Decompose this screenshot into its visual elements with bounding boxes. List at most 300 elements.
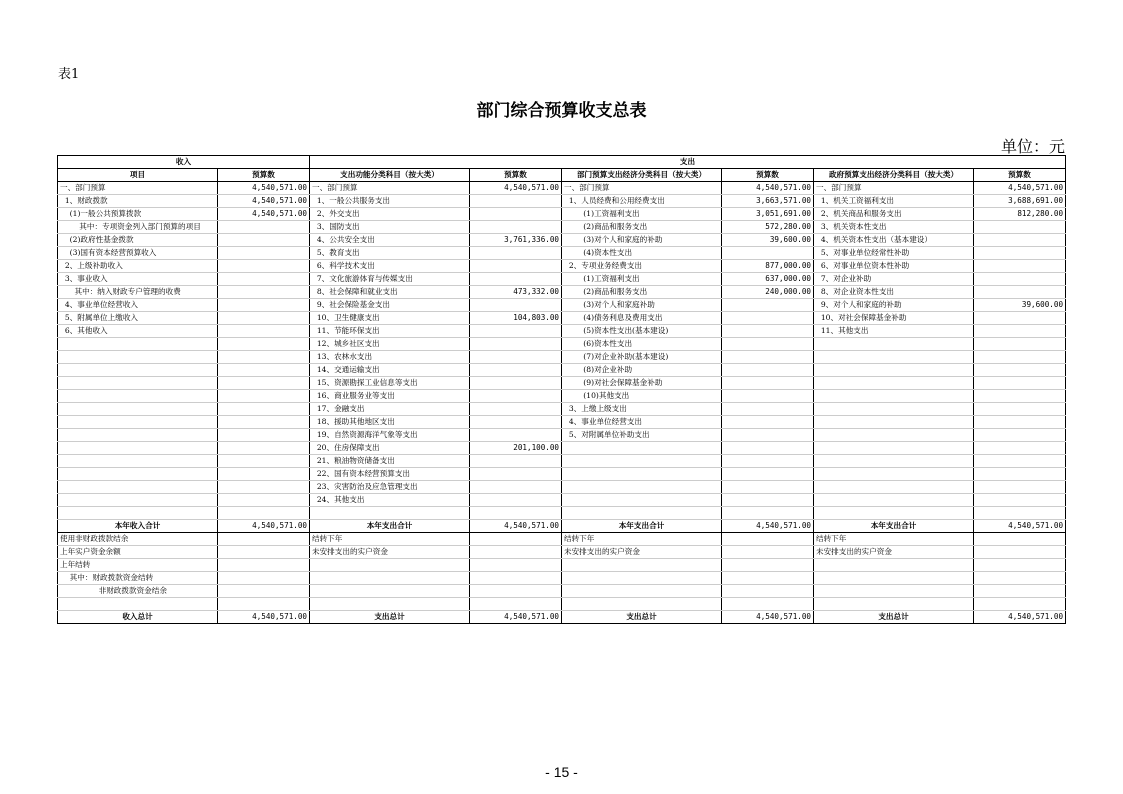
table-row bbox=[58, 325, 1066, 338]
table-row bbox=[58, 208, 1066, 221]
table-row bbox=[58, 260, 1066, 273]
amount-cell bbox=[470, 247, 562, 260]
amount-cell bbox=[722, 494, 814, 507]
amount-cell bbox=[218, 585, 310, 598]
amount-cell bbox=[722, 455, 814, 468]
amount-cell bbox=[974, 546, 1066, 559]
amount-cell bbox=[470, 325, 562, 338]
item-cell bbox=[814, 351, 974, 364]
column-header: 预算数 bbox=[722, 169, 814, 182]
item-cell: 4、公共安全支出 bbox=[310, 234, 470, 247]
amount-cell bbox=[470, 208, 562, 221]
amount-cell bbox=[974, 559, 1066, 572]
item-cell: 5、对附属单位补助支出 bbox=[562, 429, 722, 442]
item-cell: 其中：纳入财政专户管理的收费 bbox=[58, 286, 218, 299]
amount-cell bbox=[722, 247, 814, 260]
item-cell bbox=[814, 364, 974, 377]
amount-cell bbox=[470, 351, 562, 364]
item-cell: 23、灾害防治及应急管理支出 bbox=[310, 481, 470, 494]
table-row bbox=[58, 221, 1066, 234]
item-cell bbox=[814, 416, 974, 429]
item-cell bbox=[58, 416, 218, 429]
item-cell bbox=[58, 507, 218, 520]
unit-label: 单位：元 bbox=[1000, 137, 1065, 156]
item-cell: 支出总计 bbox=[310, 611, 470, 624]
amount-cell bbox=[974, 481, 1066, 494]
amount-cell bbox=[470, 416, 562, 429]
amount-cell: 39,600.00 bbox=[974, 299, 1066, 312]
amount-cell bbox=[470, 546, 562, 559]
item-cell bbox=[310, 598, 470, 611]
item-cell: 其中：专项资金列入部门预算的项目 bbox=[58, 221, 218, 234]
amount-cell: 812,280.00 bbox=[974, 208, 1066, 221]
expense-group-header: 支出 bbox=[310, 156, 1066, 169]
item-cell: 3、机关资本性支出 bbox=[814, 221, 974, 234]
item-cell: 15、资源勘探工业信息等支出 bbox=[310, 377, 470, 390]
amount-cell bbox=[722, 507, 814, 520]
amount-cell bbox=[218, 403, 310, 416]
table-row bbox=[58, 416, 1066, 429]
item-cell: 11、节能环保支出 bbox=[310, 325, 470, 338]
table-row bbox=[58, 585, 1066, 598]
item-cell bbox=[58, 494, 218, 507]
amount-cell bbox=[974, 416, 1066, 429]
item-cell: (10)其他支出 bbox=[562, 390, 722, 403]
table-row bbox=[58, 247, 1066, 260]
amount-cell bbox=[722, 312, 814, 325]
table-row bbox=[58, 390, 1066, 403]
item-cell bbox=[814, 390, 974, 403]
item-cell bbox=[310, 507, 470, 520]
page-title: 部门综合预算收支总表 bbox=[476, 101, 647, 121]
amount-cell bbox=[218, 234, 310, 247]
item-cell: 4、事业单位经营收入 bbox=[58, 299, 218, 312]
amount-cell bbox=[974, 598, 1066, 611]
item-cell: (3)对个人和家庭补助 bbox=[562, 299, 722, 312]
item-cell bbox=[814, 494, 974, 507]
item-cell: (6)资本性支出 bbox=[562, 338, 722, 351]
table-row bbox=[58, 546, 1066, 559]
amount-cell bbox=[218, 572, 310, 585]
amount-cell bbox=[974, 429, 1066, 442]
item-cell: (1)工资福利支出 bbox=[562, 208, 722, 221]
amount-cell bbox=[470, 338, 562, 351]
item-cell bbox=[58, 442, 218, 455]
amount-cell bbox=[722, 572, 814, 585]
amount-cell bbox=[470, 585, 562, 598]
table-row bbox=[58, 559, 1066, 572]
item-cell: 上年结转 bbox=[58, 559, 218, 572]
amount-cell: 104,803.00 bbox=[470, 312, 562, 325]
amount-cell bbox=[974, 507, 1066, 520]
amount-cell bbox=[974, 494, 1066, 507]
item-cell: 一、部门预算 bbox=[58, 182, 218, 195]
amount-cell: 4,540,571.00 bbox=[722, 520, 814, 533]
item-cell bbox=[562, 481, 722, 494]
income-group-header: 收入 bbox=[58, 156, 310, 169]
table-row bbox=[58, 507, 1066, 520]
amount-cell bbox=[974, 351, 1066, 364]
amount-cell bbox=[974, 247, 1066, 260]
table-row bbox=[58, 533, 1066, 546]
item-cell: 22、国有资本经营预算支出 bbox=[310, 468, 470, 481]
table-row bbox=[58, 481, 1066, 494]
table-row bbox=[58, 338, 1066, 351]
table-row bbox=[58, 364, 1066, 377]
item-cell bbox=[814, 507, 974, 520]
item-cell: 3、国防支出 bbox=[310, 221, 470, 234]
item-cell: 6、对事业单位资本性补助 bbox=[814, 260, 974, 273]
item-cell: (3)国有资本经营预算收入 bbox=[58, 247, 218, 260]
amount-cell bbox=[974, 585, 1066, 598]
amount-cell bbox=[470, 377, 562, 390]
item-cell: 收入总计 bbox=[58, 611, 218, 624]
amount-cell bbox=[218, 247, 310, 260]
amount-cell bbox=[218, 429, 310, 442]
amount-cell bbox=[218, 325, 310, 338]
amount-cell bbox=[218, 442, 310, 455]
amount-cell bbox=[470, 429, 562, 442]
item-cell: 5、附属单位上缴收入 bbox=[58, 312, 218, 325]
item-cell: 10、对社会保障基金补助 bbox=[814, 312, 974, 325]
item-cell: (2)商品和服务支出 bbox=[562, 286, 722, 299]
item-cell: 17、金融支出 bbox=[310, 403, 470, 416]
item-cell: 19、自然资源海洋气象等支出 bbox=[310, 429, 470, 442]
item-cell bbox=[58, 468, 218, 481]
item-cell: (4)资本性支出 bbox=[562, 247, 722, 260]
amount-cell bbox=[470, 494, 562, 507]
item-cell: 1、财政拨款 bbox=[58, 195, 218, 208]
amount-cell bbox=[974, 533, 1066, 546]
amount-cell bbox=[470, 299, 562, 312]
item-cell: 1、机关工资福利支出 bbox=[814, 195, 974, 208]
item-cell bbox=[562, 455, 722, 468]
item-cell: (8)对企业补助 bbox=[562, 364, 722, 377]
item-cell: 4、事业单位经营支出 bbox=[562, 416, 722, 429]
table-row bbox=[58, 377, 1066, 390]
amount-cell: 3,688,691.00 bbox=[974, 195, 1066, 208]
item-cell bbox=[814, 338, 974, 351]
item-cell: 支出总计 bbox=[814, 611, 974, 624]
amount-cell: 201,100.00 bbox=[470, 442, 562, 455]
table-row bbox=[58, 182, 1066, 195]
amount-cell bbox=[974, 260, 1066, 273]
total-row bbox=[58, 611, 1066, 624]
item-cell bbox=[562, 507, 722, 520]
item-cell: (2)商品和服务支出 bbox=[562, 221, 722, 234]
amount-cell bbox=[722, 377, 814, 390]
table-row bbox=[58, 442, 1066, 455]
item-cell bbox=[814, 403, 974, 416]
item-cell bbox=[58, 338, 218, 351]
amount-cell bbox=[722, 468, 814, 481]
item-cell: 其中：财政拨款资金结转 bbox=[58, 572, 218, 585]
amount-cell bbox=[218, 533, 310, 546]
item-cell bbox=[562, 442, 722, 455]
item-cell: 未安排支出的实户资金 bbox=[814, 546, 974, 559]
item-cell: 4、机关资本性支出（基本建设） bbox=[814, 234, 974, 247]
group-header-row bbox=[58, 156, 1066, 169]
amount-cell: 3,761,336.00 bbox=[470, 234, 562, 247]
column-header-row bbox=[58, 169, 1066, 182]
item-cell: 21、粮油物资储备支出 bbox=[310, 455, 470, 468]
amount-cell bbox=[722, 416, 814, 429]
amount-cell bbox=[722, 390, 814, 403]
item-cell: 13、农林水支出 bbox=[310, 351, 470, 364]
item-cell: (7)对企业补助(基本建设) bbox=[562, 351, 722, 364]
amount-cell bbox=[470, 390, 562, 403]
item-cell: 7、对企业补助 bbox=[814, 273, 974, 286]
amount-cell bbox=[974, 286, 1066, 299]
table-row bbox=[58, 494, 1066, 507]
item-cell bbox=[814, 572, 974, 585]
amount-cell bbox=[470, 559, 562, 572]
item-cell bbox=[814, 559, 974, 572]
item-cell: 14、交通运输支出 bbox=[310, 364, 470, 377]
item-cell: 支出总计 bbox=[562, 611, 722, 624]
amount-cell bbox=[218, 507, 310, 520]
amount-cell bbox=[974, 572, 1066, 585]
item-cell bbox=[562, 585, 722, 598]
amount-cell bbox=[218, 273, 310, 286]
item-cell: 非财政拨款资金结余 bbox=[58, 585, 218, 598]
amount-cell: 240,000.00 bbox=[722, 286, 814, 299]
item-cell: 未安排支出的实户资金 bbox=[310, 546, 470, 559]
item-cell: 9、社会保险基金支出 bbox=[310, 299, 470, 312]
item-cell: 上年实户资金余额 bbox=[58, 546, 218, 559]
item-cell: 使用非财政拨款结余 bbox=[58, 533, 218, 546]
amount-cell bbox=[470, 364, 562, 377]
item-cell: 结转下年 bbox=[562, 533, 722, 546]
column-header: 预算数 bbox=[470, 169, 562, 182]
item-cell bbox=[562, 468, 722, 481]
item-cell: 3、事业收入 bbox=[58, 273, 218, 286]
amount-cell bbox=[218, 468, 310, 481]
item-cell: 10、卫生健康支出 bbox=[310, 312, 470, 325]
amount-cell bbox=[218, 494, 310, 507]
item-cell bbox=[814, 377, 974, 390]
amount-cell bbox=[218, 546, 310, 559]
item-cell: 6、其他收入 bbox=[58, 325, 218, 338]
item-cell: 7、文化旅游体育与传媒支出 bbox=[310, 273, 470, 286]
amount-cell bbox=[470, 533, 562, 546]
item-cell bbox=[814, 429, 974, 442]
table-row bbox=[58, 598, 1066, 611]
item-cell bbox=[562, 598, 722, 611]
amount-cell bbox=[470, 507, 562, 520]
amount-cell bbox=[722, 585, 814, 598]
amount-cell: 4,540,571.00 bbox=[470, 182, 562, 195]
column-header: 支出功能分类科目（按大类） bbox=[310, 169, 470, 182]
amount-cell: 4,540,571.00 bbox=[218, 182, 310, 195]
table-row bbox=[58, 312, 1066, 325]
amount-cell: 4,540,571.00 bbox=[470, 520, 562, 533]
table-row bbox=[58, 351, 1066, 364]
amount-cell bbox=[218, 598, 310, 611]
item-cell: 12、城乡社区支出 bbox=[310, 338, 470, 351]
item-cell bbox=[814, 468, 974, 481]
amount-cell bbox=[218, 299, 310, 312]
item-cell bbox=[562, 572, 722, 585]
amount-cell: 3,663,571.00 bbox=[722, 195, 814, 208]
amount-cell bbox=[722, 299, 814, 312]
amount-cell bbox=[218, 559, 310, 572]
item-cell: 未安排支出的实户资金 bbox=[562, 546, 722, 559]
amount-cell: 4,540,571.00 bbox=[974, 182, 1066, 195]
item-cell: (2)政府性基金拨款 bbox=[58, 234, 218, 247]
amount-cell bbox=[218, 481, 310, 494]
amount-cell bbox=[722, 559, 814, 572]
amount-cell bbox=[470, 468, 562, 481]
amount-cell bbox=[974, 234, 1066, 247]
amount-cell: 473,332.00 bbox=[470, 286, 562, 299]
amount-cell bbox=[974, 390, 1066, 403]
item-cell bbox=[814, 598, 974, 611]
amount-cell: 39,600.00 bbox=[722, 234, 814, 247]
item-cell: 8、对企业资本性支出 bbox=[814, 286, 974, 299]
item-cell bbox=[58, 403, 218, 416]
item-cell: 16、商业服务业等支出 bbox=[310, 390, 470, 403]
amount-cell bbox=[974, 325, 1066, 338]
budget-summary-table bbox=[57, 155, 1066, 624]
table-row bbox=[58, 468, 1066, 481]
amount-cell bbox=[974, 403, 1066, 416]
table-row bbox=[58, 429, 1066, 442]
item-cell bbox=[310, 559, 470, 572]
item-cell bbox=[562, 494, 722, 507]
amount-cell bbox=[218, 221, 310, 234]
item-cell bbox=[58, 598, 218, 611]
item-cell bbox=[814, 455, 974, 468]
amount-cell bbox=[218, 377, 310, 390]
amount-cell bbox=[722, 364, 814, 377]
amount-cell bbox=[722, 442, 814, 455]
amount-cell bbox=[470, 455, 562, 468]
amount-cell bbox=[470, 403, 562, 416]
item-cell: 结转下年 bbox=[310, 533, 470, 546]
item-cell: 2、外交支出 bbox=[310, 208, 470, 221]
amount-cell bbox=[722, 598, 814, 611]
item-cell: (1)一般公共预算拨款 bbox=[58, 208, 218, 221]
item-cell: 一、部门预算 bbox=[310, 182, 470, 195]
amount-cell bbox=[974, 468, 1066, 481]
item-cell: 本年支出合计 bbox=[310, 520, 470, 533]
amount-cell bbox=[974, 312, 1066, 325]
amount-cell bbox=[974, 221, 1066, 234]
amount-cell bbox=[218, 286, 310, 299]
amount-cell bbox=[470, 481, 562, 494]
amount-cell bbox=[218, 364, 310, 377]
amount-cell bbox=[218, 338, 310, 351]
amount-cell bbox=[218, 312, 310, 325]
amount-cell bbox=[974, 338, 1066, 351]
item-cell bbox=[814, 585, 974, 598]
amount-cell bbox=[218, 260, 310, 273]
amount-cell bbox=[722, 325, 814, 338]
amount-cell bbox=[974, 273, 1066, 286]
item-cell: 1、一般公共服务支出 bbox=[310, 195, 470, 208]
amount-cell: 637,000.00 bbox=[722, 273, 814, 286]
item-cell bbox=[58, 481, 218, 494]
amount-cell: 4,540,571.00 bbox=[974, 520, 1066, 533]
amount-cell: 4,540,571.00 bbox=[974, 611, 1066, 624]
column-header: 政府预算支出经济分类科目（按大类） bbox=[814, 169, 974, 182]
item-cell: 本年收入合计 bbox=[58, 520, 218, 533]
item-cell: (1)工资福利支出 bbox=[562, 273, 722, 286]
amount-cell: 4,540,571.00 bbox=[722, 611, 814, 624]
amount-cell bbox=[470, 572, 562, 585]
amount-cell bbox=[974, 455, 1066, 468]
item-cell: (4)债务利息及费用支出 bbox=[562, 312, 722, 325]
item-cell bbox=[58, 377, 218, 390]
amount-cell bbox=[722, 481, 814, 494]
amount-cell: 4,540,571.00 bbox=[470, 611, 562, 624]
amount-cell bbox=[974, 377, 1066, 390]
amount-cell: 572,280.00 bbox=[722, 221, 814, 234]
item-cell: 本年支出合计 bbox=[562, 520, 722, 533]
item-cell: (9)对社会保障基金补助 bbox=[562, 377, 722, 390]
table-number: 表1 bbox=[58, 67, 80, 82]
amount-cell bbox=[974, 442, 1066, 455]
column-header: 预算数 bbox=[218, 169, 310, 182]
amount-cell bbox=[470, 260, 562, 273]
table-row bbox=[58, 572, 1066, 585]
amount-cell bbox=[470, 273, 562, 286]
item-cell bbox=[58, 455, 218, 468]
item-cell bbox=[814, 442, 974, 455]
amount-cell bbox=[470, 195, 562, 208]
item-cell: 3、上缴上级支出 bbox=[562, 403, 722, 416]
amount-cell bbox=[722, 351, 814, 364]
item-cell: 18、援助其他地区支出 bbox=[310, 416, 470, 429]
amount-cell: 3,051,691.00 bbox=[722, 208, 814, 221]
item-cell: 11、其他支出 bbox=[814, 325, 974, 338]
column-header: 项目 bbox=[58, 169, 218, 182]
amount-cell bbox=[722, 533, 814, 546]
amount-cell bbox=[722, 403, 814, 416]
amount-cell: 4,540,571.00 bbox=[218, 611, 310, 624]
amount-cell bbox=[218, 351, 310, 364]
table-row bbox=[58, 273, 1066, 286]
amount-cell bbox=[974, 364, 1066, 377]
item-cell: 2、专项业务经费支出 bbox=[562, 260, 722, 273]
item-cell: 一、部门预算 bbox=[814, 182, 974, 195]
column-header: 部门预算支出经济分类科目（按大类） bbox=[562, 169, 722, 182]
amount-cell: 877,000.00 bbox=[722, 260, 814, 273]
item-cell: 5、教育支出 bbox=[310, 247, 470, 260]
table-row bbox=[58, 286, 1066, 299]
amount-cell: 4,540,571.00 bbox=[218, 520, 310, 533]
item-cell: 结转下年 bbox=[814, 533, 974, 546]
amount-cell bbox=[722, 338, 814, 351]
amount-cell bbox=[218, 455, 310, 468]
amount-cell bbox=[218, 390, 310, 403]
table-row bbox=[58, 195, 1066, 208]
item-cell bbox=[58, 364, 218, 377]
amount-cell bbox=[722, 546, 814, 559]
amount-cell: 4,540,571.00 bbox=[218, 208, 310, 221]
item-cell: 本年支出合计 bbox=[814, 520, 974, 533]
item-cell: 6、科学技术支出 bbox=[310, 260, 470, 273]
column-header: 预算数 bbox=[974, 169, 1066, 182]
subtotal-row bbox=[58, 520, 1066, 533]
item-cell: 24、其他支出 bbox=[310, 494, 470, 507]
item-cell: 5、对事业单位经常性补助 bbox=[814, 247, 974, 260]
item-cell: 9、对个人和家庭的补助 bbox=[814, 299, 974, 312]
item-cell bbox=[814, 481, 974, 494]
table-row bbox=[58, 299, 1066, 312]
item-cell: 2、上级补助收入 bbox=[58, 260, 218, 273]
